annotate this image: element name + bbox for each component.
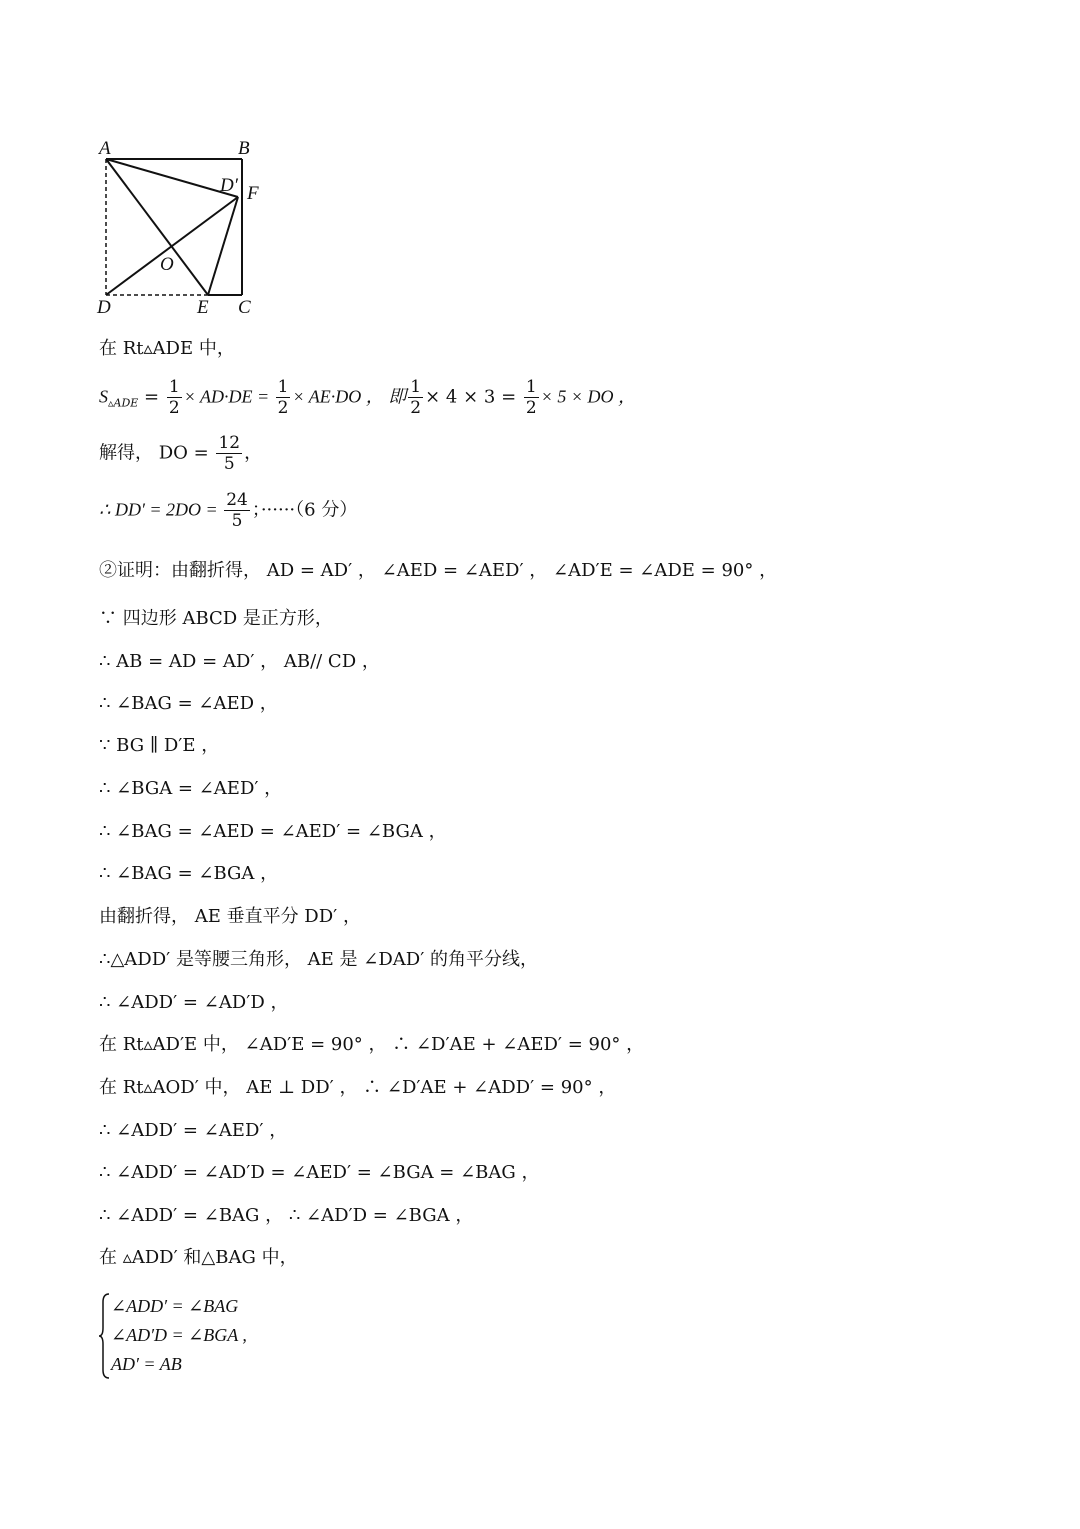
text-line: 在 Rt▵AOD′ 中， AE ⊥ DD′ ， ∴ ∠D′AE + ∠ADD′ = 90° ， — [99, 1077, 617, 1098]
eq-part: ， — [244, 442, 263, 464]
text-line: ∴ AB = AD = AD′ ， AB// CD ， — [99, 651, 380, 672]
system-rows — [111, 1294, 247, 1381]
fraction: $\frac{24}{5}$ — [226, 490, 248, 531]
fraction: $\frac{1}{2}$ — [410, 377, 422, 418]
eq-part: = — [138, 386, 165, 408]
text-line: ∴ ∠ADD′ = ∠AD′D = ∠AED′ = ∠BGA = ∠BAG ， — [99, 1162, 540, 1183]
square-diagram — [95, 135, 275, 320]
result-line — [99, 490, 357, 531]
label-C: C — [238, 297, 251, 318]
text-line: ∴ ∠BAG = ∠AED = ∠AED′ = ∠BGA ， — [99, 821, 447, 842]
text-line: ∴ ∠BAG = ∠BGA ， — [99, 863, 279, 884]
text-line: 在 Rt▵AD′E 中， ∠AD′E = 90° ， ∴ ∠D′AE + ∠AED′ = 90° ， — [99, 1034, 645, 1055]
text-line: ②证明：由翻折得， AD = AD′ ， ∠AED = ∠AED′ ， ∠AD′E = ∠ADE = 90° ， — [99, 560, 778, 581]
system-row: ∠AD′D = ∠BGA , — [111, 1325, 247, 1345]
area-symbol: S — [99, 386, 108, 407]
area-equation-line — [99, 377, 636, 418]
text-line: ∴△ADD′ 是等腰三角形， AE 是 ∠DAD′ 的角平分线， — [99, 949, 539, 970]
text-line: 由翻折得， AE 垂直平分 DD′ ， — [99, 906, 361, 927]
text-line: ∵ 四边形 ABCD 是正方形， — [99, 608, 333, 629]
text-line: ∴ ∠ADD′ = ∠BAG ， ∴ ∠AD′D = ∠BGA ， — [99, 1205, 474, 1226]
eq-part: 解得， DO = — [99, 442, 215, 464]
label-O: O — [160, 254, 174, 275]
fraction: $\frac{1}{2}$ — [168, 377, 180, 418]
system-row: AD′ = AB — [111, 1354, 182, 1374]
fraction: $\frac{1}{2}$ — [525, 377, 537, 418]
fraction: $\frac{12}{5}$ — [218, 433, 241, 474]
text-line: ∴ ∠ADD′ = ∠AED′ ， — [99, 1120, 288, 1141]
label-A: A — [99, 138, 111, 159]
fraction: $\frac{1}{2}$ — [277, 377, 289, 418]
area-subscript: ▵ADE — [108, 396, 139, 410]
system-row: ∠ADD′ = ∠BAG — [111, 1296, 239, 1316]
eq-part: ；······（6 分） — [251, 499, 358, 521]
left-brace — [99, 1292, 111, 1380]
label-D: D — [97, 297, 111, 318]
label-E: E — [197, 297, 209, 318]
text-line: ∴ ∠ADD′ = ∠AD′D ， — [99, 992, 289, 1013]
eq-part: × 5 × DO ， — [540, 386, 637, 407]
geometry-figure — [95, 135, 275, 320]
label-F: F — [247, 183, 259, 204]
eq-part: × AD·DE = — [183, 386, 274, 407]
segment-AE — [106, 159, 208, 295]
text-line: 在 Rt▵ADE 中， — [99, 338, 235, 359]
segment-E-Dprime — [208, 197, 238, 295]
label-B: B — [238, 138, 250, 159]
eq-part: ∴ DD′ = 2DO = — [99, 499, 223, 520]
text-line: ∵ BG ∥ D′E ， — [99, 735, 220, 756]
segment-AD-prime — [106, 159, 238, 197]
text-line: 在 ▵ADD′ 和△BAG 中， — [99, 1247, 298, 1268]
eq-part: × AE·DO ， 即 — [292, 386, 407, 407]
text-line: ∴ ∠BAG = ∠AED ， — [99, 693, 278, 714]
text-line: ∴ ∠BGA = ∠AED′ ， — [99, 778, 283, 799]
label-Dprime: D′ — [220, 175, 238, 196]
segment-D-Dprime — [106, 197, 238, 295]
eq-part: × 4 × 3 = — [425, 386, 522, 408]
solve-line — [99, 433, 262, 474]
